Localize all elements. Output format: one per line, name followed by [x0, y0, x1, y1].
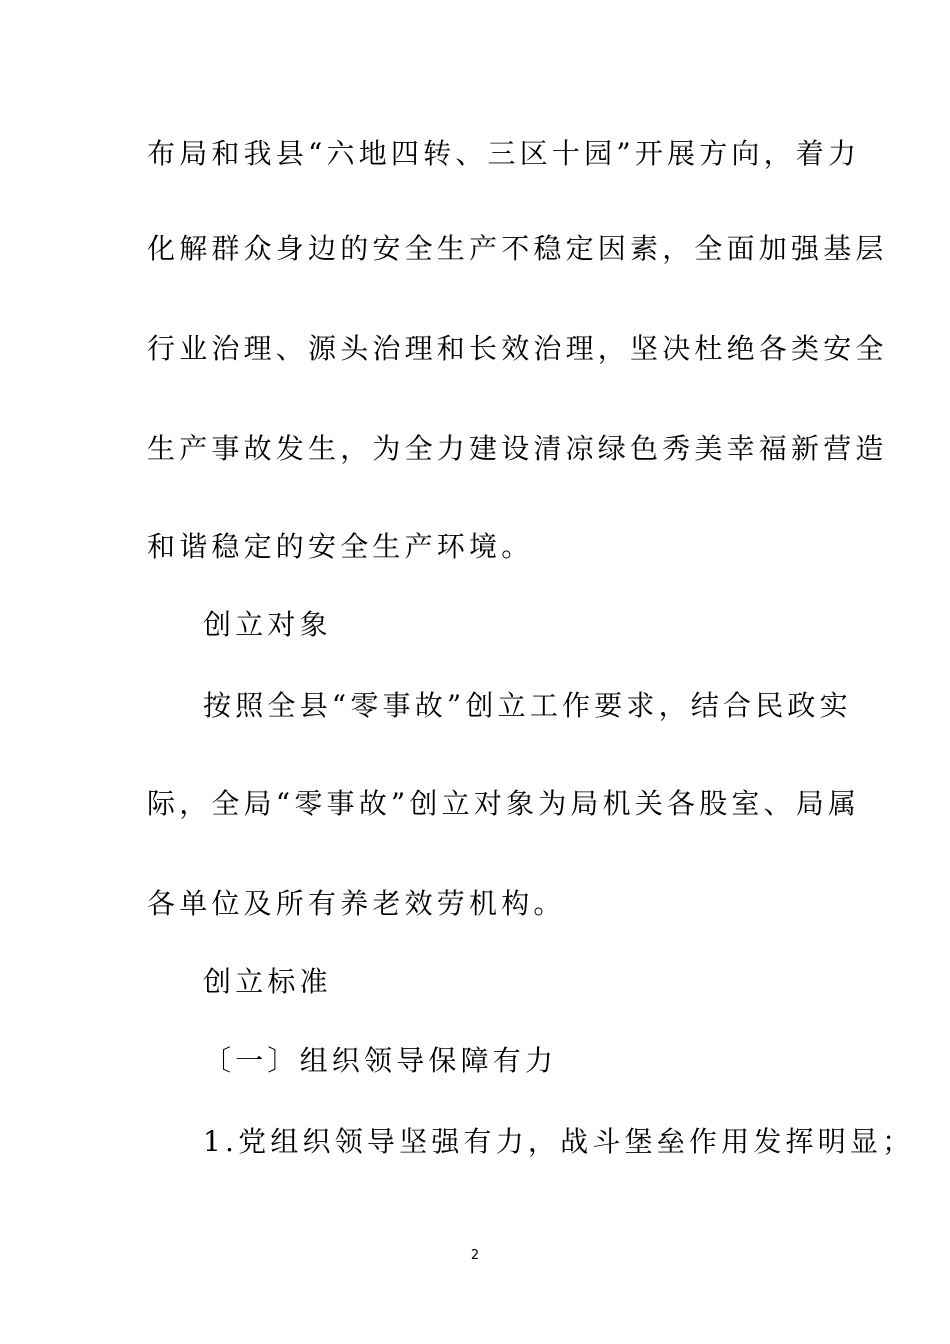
body-text-line: 按照全县“零事故”创立工作要求，结合民政实: [203, 689, 852, 722]
page-number: 2: [470, 1248, 480, 1263]
body-text-line: 生产事故发生，为全力建设清凉绿色秀美幸福新营造: [147, 432, 888, 465]
body-text-line: 各单位及所有养老效劳机构。: [147, 887, 566, 920]
list-item: 1.党组织领导坚强有力，战斗堡垒作用发挥明显；: [203, 1125, 915, 1158]
body-text-line: 和谐稳定的安全生产环境。: [147, 530, 534, 563]
body-text-line: 际，全局“零事故”创立对象为局机关各股室、局属: [147, 787, 861, 820]
subsection-heading: 〔一〕组织领导保障有力: [203, 1044, 558, 1077]
body-text-line: 行业治理、源头治理和长效治理，坚决杜绝各类安全: [147, 332, 888, 365]
body-text-line: 化解群众身边的安全生产不稳定因素，全面加强基层: [147, 232, 888, 265]
body-text-line: 布局和我县“六地四转、三区十园”开展方向，着力: [147, 137, 861, 170]
section-heading: 创立标准: [203, 965, 332, 998]
section-heading: 创立对象: [203, 608, 332, 641]
